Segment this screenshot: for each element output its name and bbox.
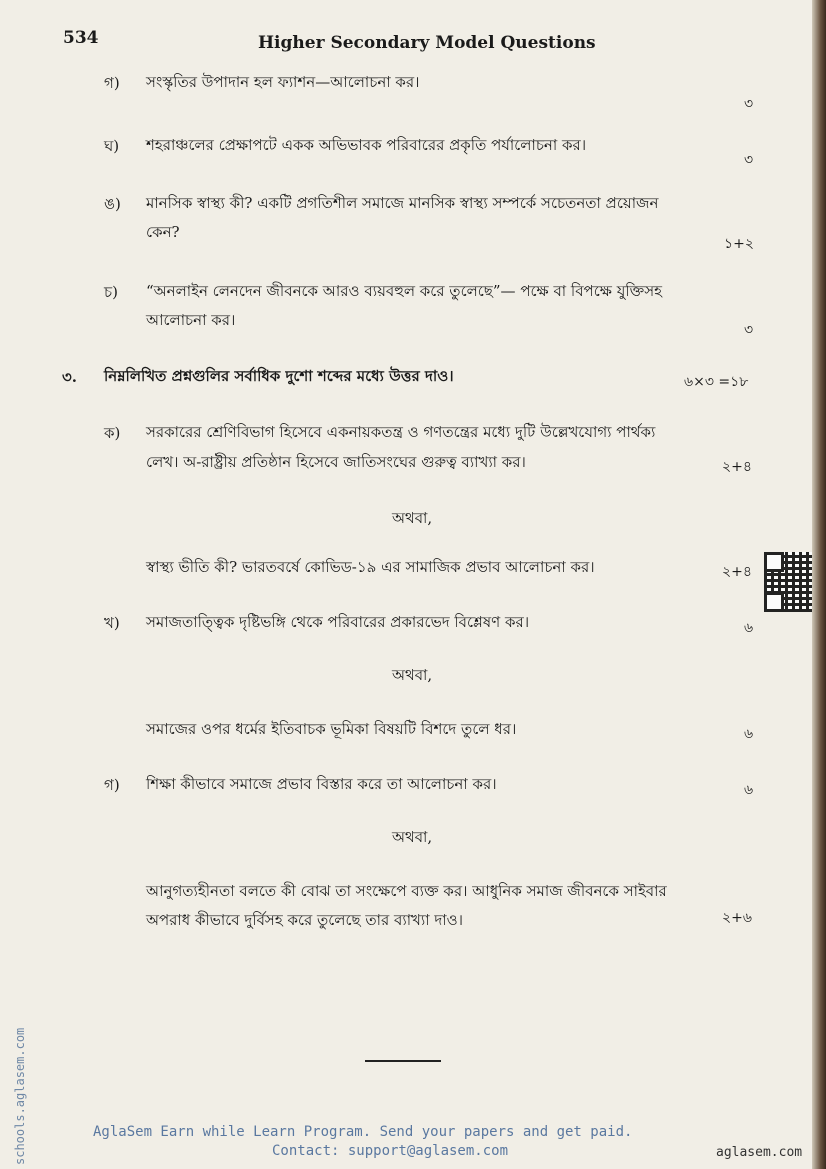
- question-marks: ৩: [744, 152, 754, 168]
- brand-watermark: aglasem.com: [716, 1145, 803, 1160]
- question-text: আনুগত্যহীনতা বলতে কী বোঝ তা সংক্ষেপে ব্যক্ত কর। আধুনিক সমাজ জীবনকে সাইবার: [146, 882, 667, 900]
- question-marks: ৬: [744, 620, 754, 636]
- footer-watermark-line1: AglaSem Earn while Learn Program. Send your papers and get paid.: [93, 1124, 633, 1140]
- question-text: আলোচনা কর।: [146, 311, 236, 329]
- page-binding-edge: [812, 0, 826, 1169]
- question-label: খ): [104, 614, 120, 632]
- section-number: ৩.: [62, 368, 77, 386]
- question-text: সরকারের শ্রেণিবিভাগ হিসেবে একনায়কতন্ত্র ও গণতন্ত্রের মধ্যে দুটি উল্লেখযোগ্য পার্থক্য: [146, 423, 656, 441]
- question-text: শহরাঞ্চলের প্রেক্ষাপটে একক অভিভাবক পরিবারের প্রকৃতি পর্যালোচনা কর।: [146, 136, 587, 154]
- question-marks: ৬: [744, 726, 754, 742]
- question-text: সমাজের ওপর ধর্মের ইতিবাচক ভূমিকা বিষয়টি বিশদে তুলে ধর।: [146, 720, 517, 738]
- question-marks: ৬: [744, 782, 754, 798]
- question-text: মানসিক স্বাস্থ্য কী? একটি প্রগতিশীল সমাজে মানসিক স্বাস্থ্য সম্পর্কে সচেতনতা প্রয়োজন: [146, 194, 659, 212]
- question-text: “অনলাইন লেনদেন জীবনকে আরও ব্যয়বহুল করে তুলেছে”— পক্ষে বা বিপক্ষে যুক্তিসহ: [146, 282, 662, 300]
- question-label: গ): [104, 74, 120, 92]
- question-label: গ): [104, 776, 120, 794]
- footer-watermark-line2[interactable]: Contact: support@aglasem.com: [272, 1143, 509, 1159]
- question-text: স্বাস্থ্য ভীতি কী? ভারতবর্ষে কোভিড-১৯ এর সামাজিক প্রভাব আলোচনা কর।: [146, 558, 595, 576]
- question-text: লেখ। অ-রাষ্ট্রীয় প্রতিষ্ঠান হিসেবে জাতিসংঘের গুরুত্ব ব্যাখ্যা কর।: [146, 453, 526, 471]
- question-marks: ৩: [744, 96, 754, 112]
- question-label: ক): [104, 424, 121, 442]
- question-marks: ২+৪: [722, 564, 752, 580]
- section-marks: ৬×৩ =১৮: [684, 374, 749, 390]
- or-divider: অথবা,: [392, 666, 433, 684]
- page-number: 534: [63, 28, 99, 48]
- question-label: চ): [104, 283, 118, 301]
- section-instruction: নিম্নলিখিত প্রশ্নগুলির সর্বাধিক দুশো শব্দের মধ্যে উত্তর দাও।: [104, 367, 454, 385]
- end-rule: [365, 1060, 441, 1062]
- side-watermark: schools.aglasem.com: [13, 1027, 27, 1165]
- page-header-title: Higher Secondary Model Questions: [258, 33, 596, 53]
- question-text: সমাজতাত্ত্বিক দৃষ্টিভঙ্গি থেকে পরিবারের প্রকারভেদ বিশ্লেষণ কর।: [146, 613, 530, 631]
- question-label: ঙ): [104, 195, 121, 213]
- question-text: কেন?: [146, 223, 180, 241]
- or-divider: অথবা,: [392, 828, 433, 846]
- question-marks: ১+২: [724, 236, 754, 252]
- question-text: শিক্ষা কীভাবে সমাজে প্রভাব বিস্তার করে তা আলোচনা কর।: [146, 775, 497, 793]
- question-marks: ২+৬: [722, 910, 752, 926]
- or-divider: অথবা,: [392, 509, 433, 527]
- question-marks: ৩: [744, 322, 754, 338]
- question-marks: ২+৪: [722, 459, 752, 475]
- question-text: অপরাধ কীভাবে দুর্বিসহ করে তুলেছে তার ব্যাখ্যা দাও।: [146, 911, 463, 929]
- question-label: ঘ): [104, 137, 120, 155]
- question-text: সংস্কৃতির উপাদান হল ফ্যাশন—আলোচনা কর।: [146, 73, 420, 91]
